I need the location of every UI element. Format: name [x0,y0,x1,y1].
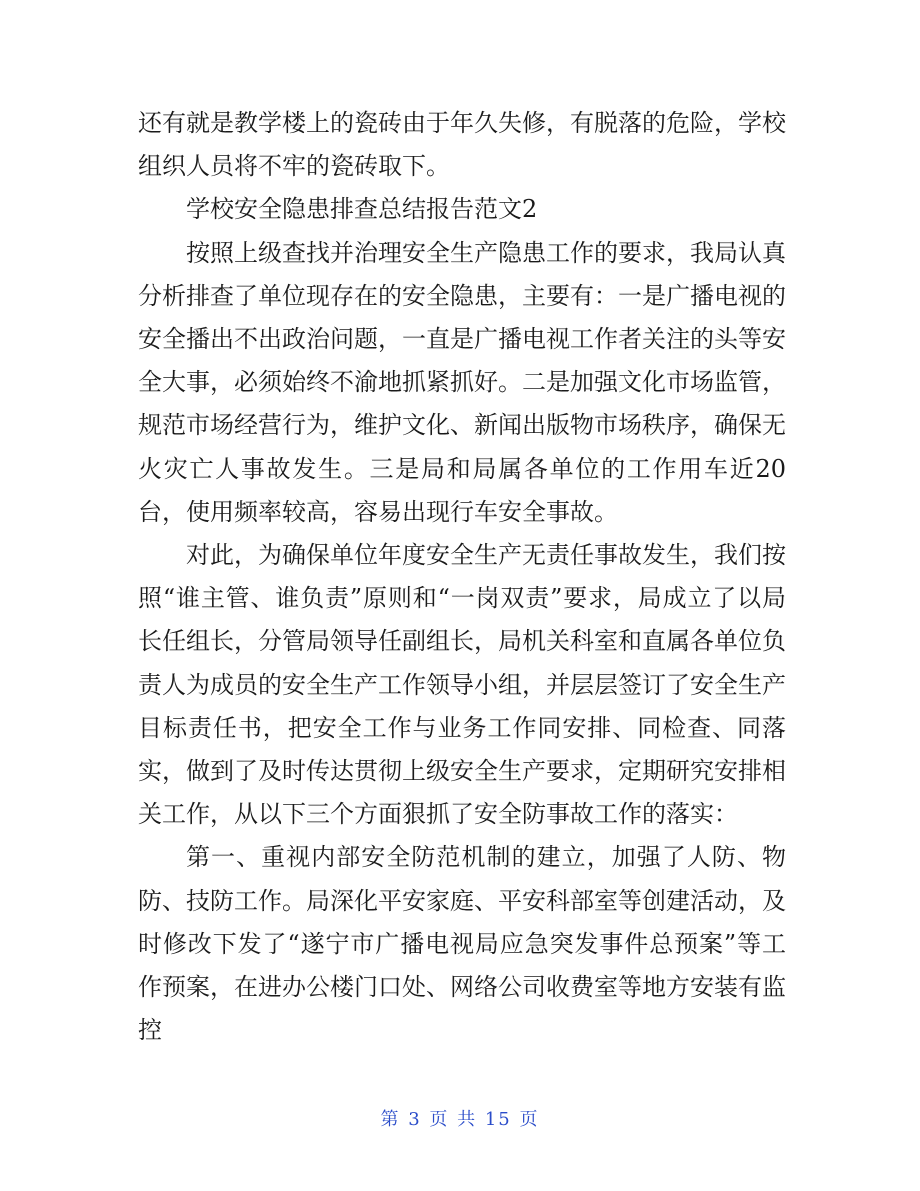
document-body [138,102,786,1052]
paragraph-2: 按照上级查找并治理安全生产隐患工作的要求，我局认真分析排查了单位现存在的安全隐患，主要有：一是广播电视的安全播出不出政治问题，一直是广播电视工作者关注的头等安全大事，必须始终不渝地抓紧抓好。二是加强文化市场监管，规范市场经营行为，维护文化、新闻出版物市场秩序，确保无火灾亡人事故发生。三是局和局属各单位的工作用车近20台，使用频率较高，容易出现行车安全事故。 [138,238,786,526]
paragraph-3: 对此，为确保单位年度安全生产无责任事故发生，我们按照“谁主管、谁负责”原则和“一岗双责”要求，局成立了以局长任组长，分管局领导任副组长，局机关科室和直属各单位负责人为成员的安全生产工作领导小组，并层层签订了安全生产目标责任书，把安全工作与业务工作同安排、同检查、同落实，做到了及时传达贯彻上级安全生产要求，定期研究安排相关工作，从以下三个方面狠抓了安全防事故工作的落实： [138,541,786,829]
paragraph-1: 还有就是教学楼上的瓷砖由于年久失修，有脱落的危险，学校组织人员将不牢的瓷砖取下。 [138,109,786,181]
section-heading: 学校安全隐患排查总结报告范文2 [186,195,538,224]
page-number-footer: 第 3 页 共 15 页 [380,1109,540,1130]
paragraph-4: 第一、重视内部安全防范机制的建立，加强了人防、物防、技防工作。局深化平安家庭、平安科部室等创建活动，及时修改下发了“遂宁市广播电视局应急突发事件总预案”等工作预案，在进办公楼门口处、网络公司收费室等地方安装有监控 [138,843,786,1045]
